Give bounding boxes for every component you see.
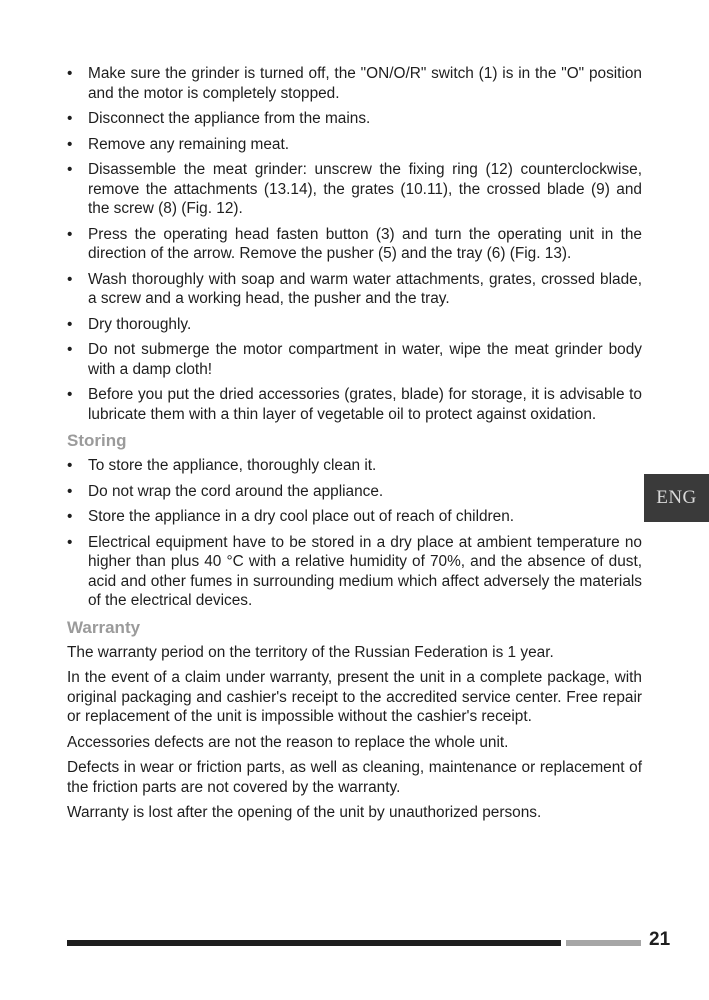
list-item: • To store the appliance, thoroughly clean it. [67, 457, 377, 474]
warranty-paragraph: Accessories defects are not the reason to replace the whole unit. [67, 733, 509, 751]
warranty-heading: Warranty [67, 617, 141, 637]
list-item: • Make sure the grinder is turned off, the "ON/O/R" switch (1) is in the "O" position and the motor is completely stopped. [67, 65, 642, 102]
list-item: • Before you put the dried accessories (grates, blade) for storage, it is advisable to lubricate them with a thin layer of vegetable oil to protect against oxidation. [67, 386, 642, 423]
page-content [67, 64, 642, 829]
list-item: • Disassemble the meat grinder: unscrew the fixing ring (12) counterclockwise, remove the attachments (13.14), the grates (10.11), the crossed blade (9) and the screw (8) (Fig. 12). [67, 161, 642, 217]
bullet-icon: • [67, 161, 73, 178]
list-item: • Store the appliance in a dry cool place out of reach of children. [67, 508, 515, 525]
footer-rule-dark [67, 940, 561, 946]
warranty-paragraph: The warranty period on the territory of the Russian Federation is 1 year. [67, 643, 554, 661]
bullet-icon: • [67, 65, 73, 82]
list-item: • Remove any remaining meat. [67, 135, 290, 153]
storing-heading: Storing [67, 431, 127, 450]
language-tab: ENG [644, 474, 709, 522]
page-number: 21 [649, 929, 671, 950]
list-item: • Dry thoroughly. [67, 315, 192, 333]
bullet-icon: • [67, 482, 73, 500]
warranty-paragraph: Defects in wear or friction parts, as well as cleaning, maintenance or replacement of the friction parts are not covered by the warranty. [67, 759, 642, 796]
bullet-icon: • [67, 225, 73, 243]
bullet-icon: • [67, 533, 73, 551]
storing-list [67, 456, 642, 611]
list-item: • Wash thoroughly with soap and warm water attachments, grates, crossed blade, a screw and a working head, the pusher and the tray. [67, 270, 642, 307]
bullet-icon: • [67, 457, 73, 474]
bullet-icon: • [67, 386, 73, 403]
warranty-paragraph: Warranty is lost after the opening of the unit by unauthorized persons. [67, 804, 542, 821]
bullet-icon: • [67, 110, 73, 127]
bullet-icon: • [67, 508, 73, 525]
bullet-icon: • [67, 315, 73, 333]
footer-rule-gray [566, 940, 641, 946]
cleaning-list [67, 64, 642, 424]
bullet-icon: • [67, 270, 73, 288]
list-item: • Do not submerge the motor compartment in water, wipe the meat grinder body with a damp cloth! [67, 341, 642, 378]
list-item: • Do not wrap the cord around the appliance. [67, 482, 384, 500]
list-item: • Press the operating head fasten button (3) and turn the operating unit in the direction of the arrow. Remove the pusher (5) and the tray (6) (Fig. 13). [67, 225, 642, 262]
bullet-icon: • [67, 135, 73, 153]
warranty-paragraph: In the event of a claim under warranty, present the unit in a complete package, with original packaging and cashier's receipt to the accredited service center. Free repair or replacement of the unit is impossible without the cashier's receipt. [67, 669, 642, 725]
bullet-icon: • [67, 341, 73, 358]
list-item: • Disconnect the appliance from the mains. [67, 110, 371, 127]
list-item: • Electrical equipment have to be stored in a dry place at ambient temperature no higher than plus 40 °C with a relative humidity of 70%, and the absence of dust, acid and other fumes in surrounding medium which affect adversely the materials of the electrical devices. [67, 533, 642, 609]
